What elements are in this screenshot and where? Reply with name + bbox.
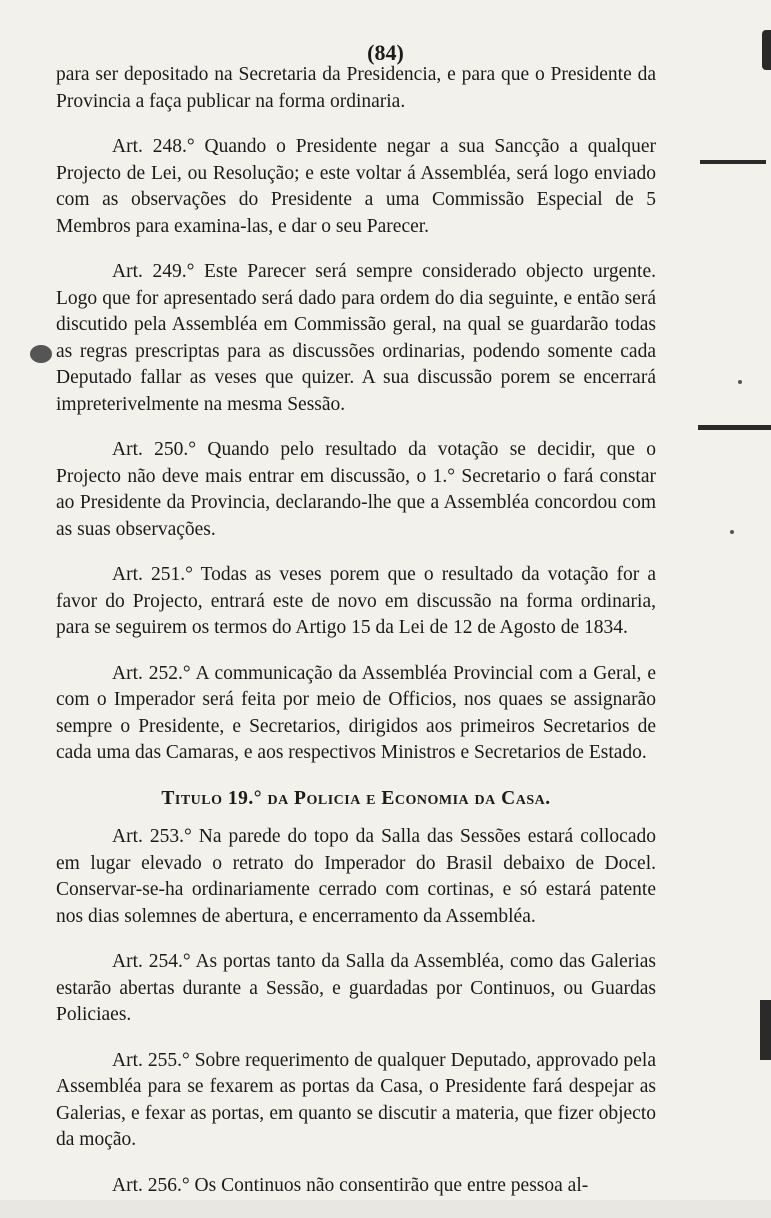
- article-254: Art. 254.° As portas tanto da Salla da Assembléa, como das Galerias estarão abertas durante a Sessão, e guardadas por Continuos, ou Guardas Policiaes.: [56, 951, 656, 1025]
- paragraph: para ser depositado na Secretaria da Presidencia, e para que o Presidente da Provincia a faça publicar na forma ordinaria.: [56, 64, 656, 112]
- article-250: Art. 250.° Quando pelo resultado da votação se decidir, que o Projecto não deve mais entrar em discussão, o 1.° Secretario o fará constar ao Presidente da Provincia, declarando-lhe que a Assembléa concordou com as suas observações.: [56, 439, 656, 540]
- document-body: [56, 62, 656, 1218]
- title-number: Titulo 19.°: [161, 787, 263, 809]
- scan-speck: [30, 345, 52, 363]
- scan-mark: [762, 30, 771, 70]
- article-248: Art. 248.° Quando o Presidente negar a sua Sancção a qualquer Projecto de Lei, ou Resolução; e este voltar á Assembléa, será logo enviado com as observações do Presidente a uma Commissão Especial de 5 Membros para examina-las, e dar o seu Parecer.: [56, 136, 656, 237]
- article-251: Art. 251.° Todas as veses porem que o resultado da votação for a favor do Projecto, entrará este de novo em discussão na forma ordinaria, para se seguirem os termos do Artigo 15 da Lei de 12 de Agosto de 1834.: [56, 564, 656, 638]
- scan-speck: [730, 530, 734, 534]
- scan-mark: [698, 425, 771, 430]
- article-252: Art. 252.° A communicação da Assembléa Provincial com a Geral, e com o Imperador será feita por meio de Officios, nos quaes se assignarão sempre o Presidente, e Secretarios, dirigidos aos primeiros Secretarios de cada uma das Camaras, e aos respectivos Ministros e Secretarios de Estado.: [56, 662, 656, 763]
- scan-mark: [700, 160, 766, 164]
- article-256: Art. 256.° Os Continuos não consentirão que entre pessoa al-: [112, 1174, 589, 1196]
- page-number: (84): [367, 40, 404, 65]
- scan-mark: [760, 1000, 771, 1060]
- section-title: [56, 786, 656, 813]
- article-255: Art. 255.° Sobre requerimento de qualquer Deputado, approvado pela Assembléa para se fexarem as portas da Casa, o Presidente fará despejar as Galerias, e fexar as portas, em quanto se discutir a materia, que fizer objecto da moção.: [56, 1049, 656, 1150]
- article-253: Art. 253.° Na parede do topo da Salla das Sessões estará collocado em lugar elevado o retrato do Imperador do Brasil debaixo de Docel. Conservar-se-ha ordinariamente cerrado com cortinas, e só estará patente nos dias solemnes de abertura, e encerramento da Assembléa.: [56, 826, 656, 927]
- article-249: Art. 249.° Este Parecer será sempre considerado objecto urgente. Logo que for apresentado será dado para ordem do dia seguinte, e então será discutido pela Assembléa em Commissão geral, na qual se guardarão todas as regras prescriptas para as discussões ordinarias, podendo somente cada Deputado fallar as veses que quizer. A sua discussão porem se encerrará impreterivelmente na mesma Sessão.: [56, 261, 656, 415]
- scan-speck: [738, 380, 742, 384]
- title-subject: da Policia e Economia da Casa.: [267, 787, 551, 809]
